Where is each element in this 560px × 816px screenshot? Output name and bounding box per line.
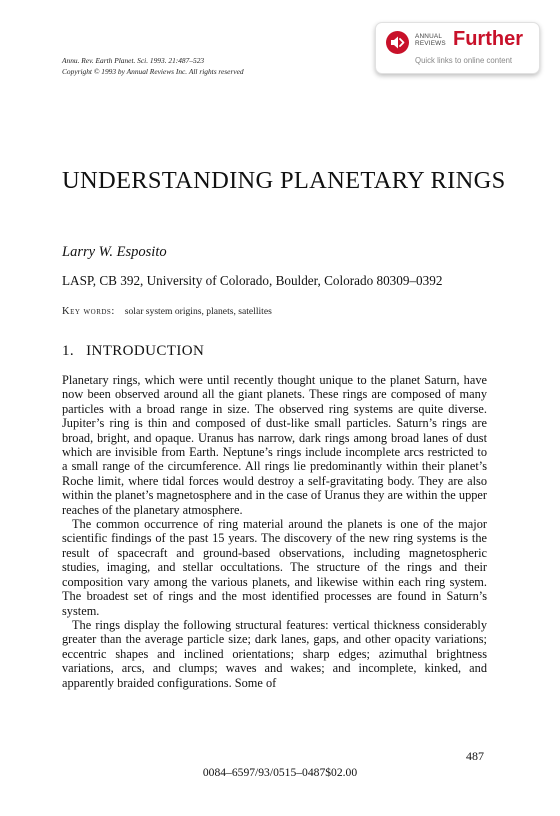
paragraph: The rings display the following structural features: vertical thickness considerably greater than the average particle size; dark lanes, gaps, and other opacity variations; eccentric shapes and inclined orientations; sharp edges; azimuthal brightness variations, arcs, and clumps; waves and wakes; and incomplete, kinked, and apparently braided configurations. Some of [62, 617, 487, 690]
speaker-arrow-icon [386, 31, 409, 54]
citation-line-1: Annu. Rev. Earth Planet. Sci. 1993. 21:487–523 [62, 56, 205, 65]
keywords-values: solar system origins, planets, satellites [124, 306, 272, 317]
further-subtitle: Quick links to online content [415, 56, 513, 65]
section-heading [62, 343, 204, 360]
author-name: Larry W. Esposito [62, 244, 167, 260]
section-number: 1. [62, 343, 75, 359]
citation-line-2: Copyright © 1993 by Annual Reviews Inc. All rights reserved [62, 66, 244, 76]
paragraph: The common occurrence of ring material around the planets is one of the major scientific findings of the past 15 years. The discovery of the new ring systems is the result of spacecraft and ground-based observations, including magnetospheric studies, imaging, and stellar occultations. The structure of the rings and their composition vary among the various planets, and likewise within each ring system. The broadest set of rings and the most identified processes are found in Saturn’s system. [62, 517, 487, 618]
keywords-line [62, 306, 272, 317]
paragraph: Planetary rings, which were until recently thought unique to the planet Saturn, have now been observed around all the giant planets. These rings are composed of many particles with a broad range in size. The observed ring systems are quite diverse. Jupiter’s ring is thin and composed of dust-like small particles. Saturn’s rings are broad, bright, and opaque. Uranus has narrow, dark rings among broad lanes of dust which are invisible from Earth. Neptune’s rings include incomplete arcs restricted to a small range of the circumference. All rings lie predominantly within their planet’s Roche limit, where tidal forces would destroy a self-gravitating body. They are also within the planet’s magnetosphere and in the case of Uranus they are within the upper reaches of the planetary atmosphere. [62, 373, 487, 517]
further-label: Further [453, 28, 523, 50]
annual-reviews-further-badge[interactable] [375, 22, 540, 74]
keywords-label: Key words: [62, 306, 115, 317]
section-title: INTRODUCTION [86, 343, 205, 359]
journal-citation [62, 56, 362, 77]
body-text [62, 373, 487, 690]
page-number: 487 [466, 749, 484, 763]
author-affiliation: LASP, CB 392, University of Colorado, Boulder, Colorado 80309–0392 [62, 273, 443, 288]
annual-reviews-wordmark: ANNUAL REVIEWS [415, 33, 446, 48]
footer-code: 0084–6597/93/0515–0487$02.00 [202, 766, 358, 779]
article-title: UNDERSTANDING PLANETARY RINGS [62, 167, 506, 194]
